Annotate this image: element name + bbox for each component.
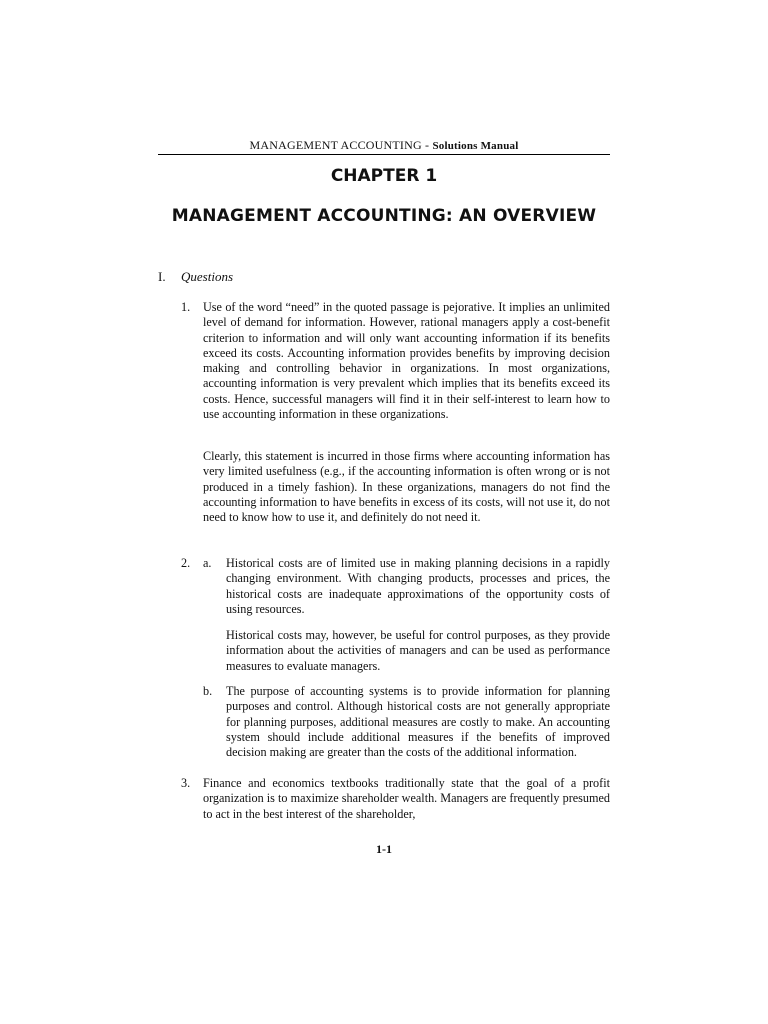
running-header	[158, 138, 610, 153]
question-2b-paragraph: The purpose of accounting systems is to provide information for planning purposes and control. Although historical costs are not generally appropriate for planning purposes, additional measures are costly to make. An accounting system should include additional measures if the benefits of improved decision making are greater than the costs of the additional information.	[226, 684, 610, 760]
chapter-label: CHAPTER 1	[330, 166, 438, 186]
header-subtitle: Solutions Manual	[432, 140, 519, 152]
question-2-number: 2.	[181, 556, 191, 570]
question-3-number: 3.	[181, 776, 191, 790]
question-2a-paragraph-1: Historical costs are of limited use in making planning decisions in a rapidly changing environment. With changing products, processes and prices, the historical costs are inadequate approximations of the opportunity costs of using resources.	[226, 556, 610, 616]
question-1-number: 1.	[181, 300, 191, 314]
question-3-paragraph: Finance and economics textbooks traditionally state that the goal of a profit organization is to maximize shareholder wealth. Managers are frequently presumed to act in the best interest of the shareholder,	[203, 776, 610, 821]
question-2a-label: a.	[203, 556, 212, 570]
section-label: Questions	[181, 269, 233, 284]
page-number: 1-1	[376, 842, 392, 856]
section-number: I.	[158, 269, 166, 284]
header-title: MANAGEMENT ACCOUNTING -	[249, 138, 430, 152]
question-2a-paragraph-2: Historical costs may, however, be useful for control purposes, as they provide information about the activities of managers and can be used as performance measures to evaluate managers.	[226, 628, 610, 673]
question-1-paragraph-1: Use of the word “need” in the quoted passage is pejorative. It implies an unlimited level of demand for information. However, rational managers apply a cost-benefit criterion to information and will only want accounting information if its benefits exceed its costs. Accounting information provides benefits by improving decision making and controlling behavior in organizations. In most organizations, accounting information is very prevalent which implies that its benefits exceed its costs. Hence, successful managers will find it in their self-interest to learn how to use accounting information in these organizations.	[203, 300, 610, 422]
header-divider	[158, 154, 610, 155]
chapter-title: MANAGEMENT ACCOUNTING: AN OVERVIEW	[171, 206, 597, 226]
question-1-paragraph-2: Clearly, this statement is incurred in those firms where accounting information has very limited usefulness (e.g., if the accounting information is often wrong or is not produced in a timely fashion). In these organizations, managers do not find the accounting information to have benefits in excess of its costs, will not use it, do not need to know how to use it, and definitely do not need it.	[203, 449, 610, 525]
question-2b-label: b.	[203, 684, 213, 698]
